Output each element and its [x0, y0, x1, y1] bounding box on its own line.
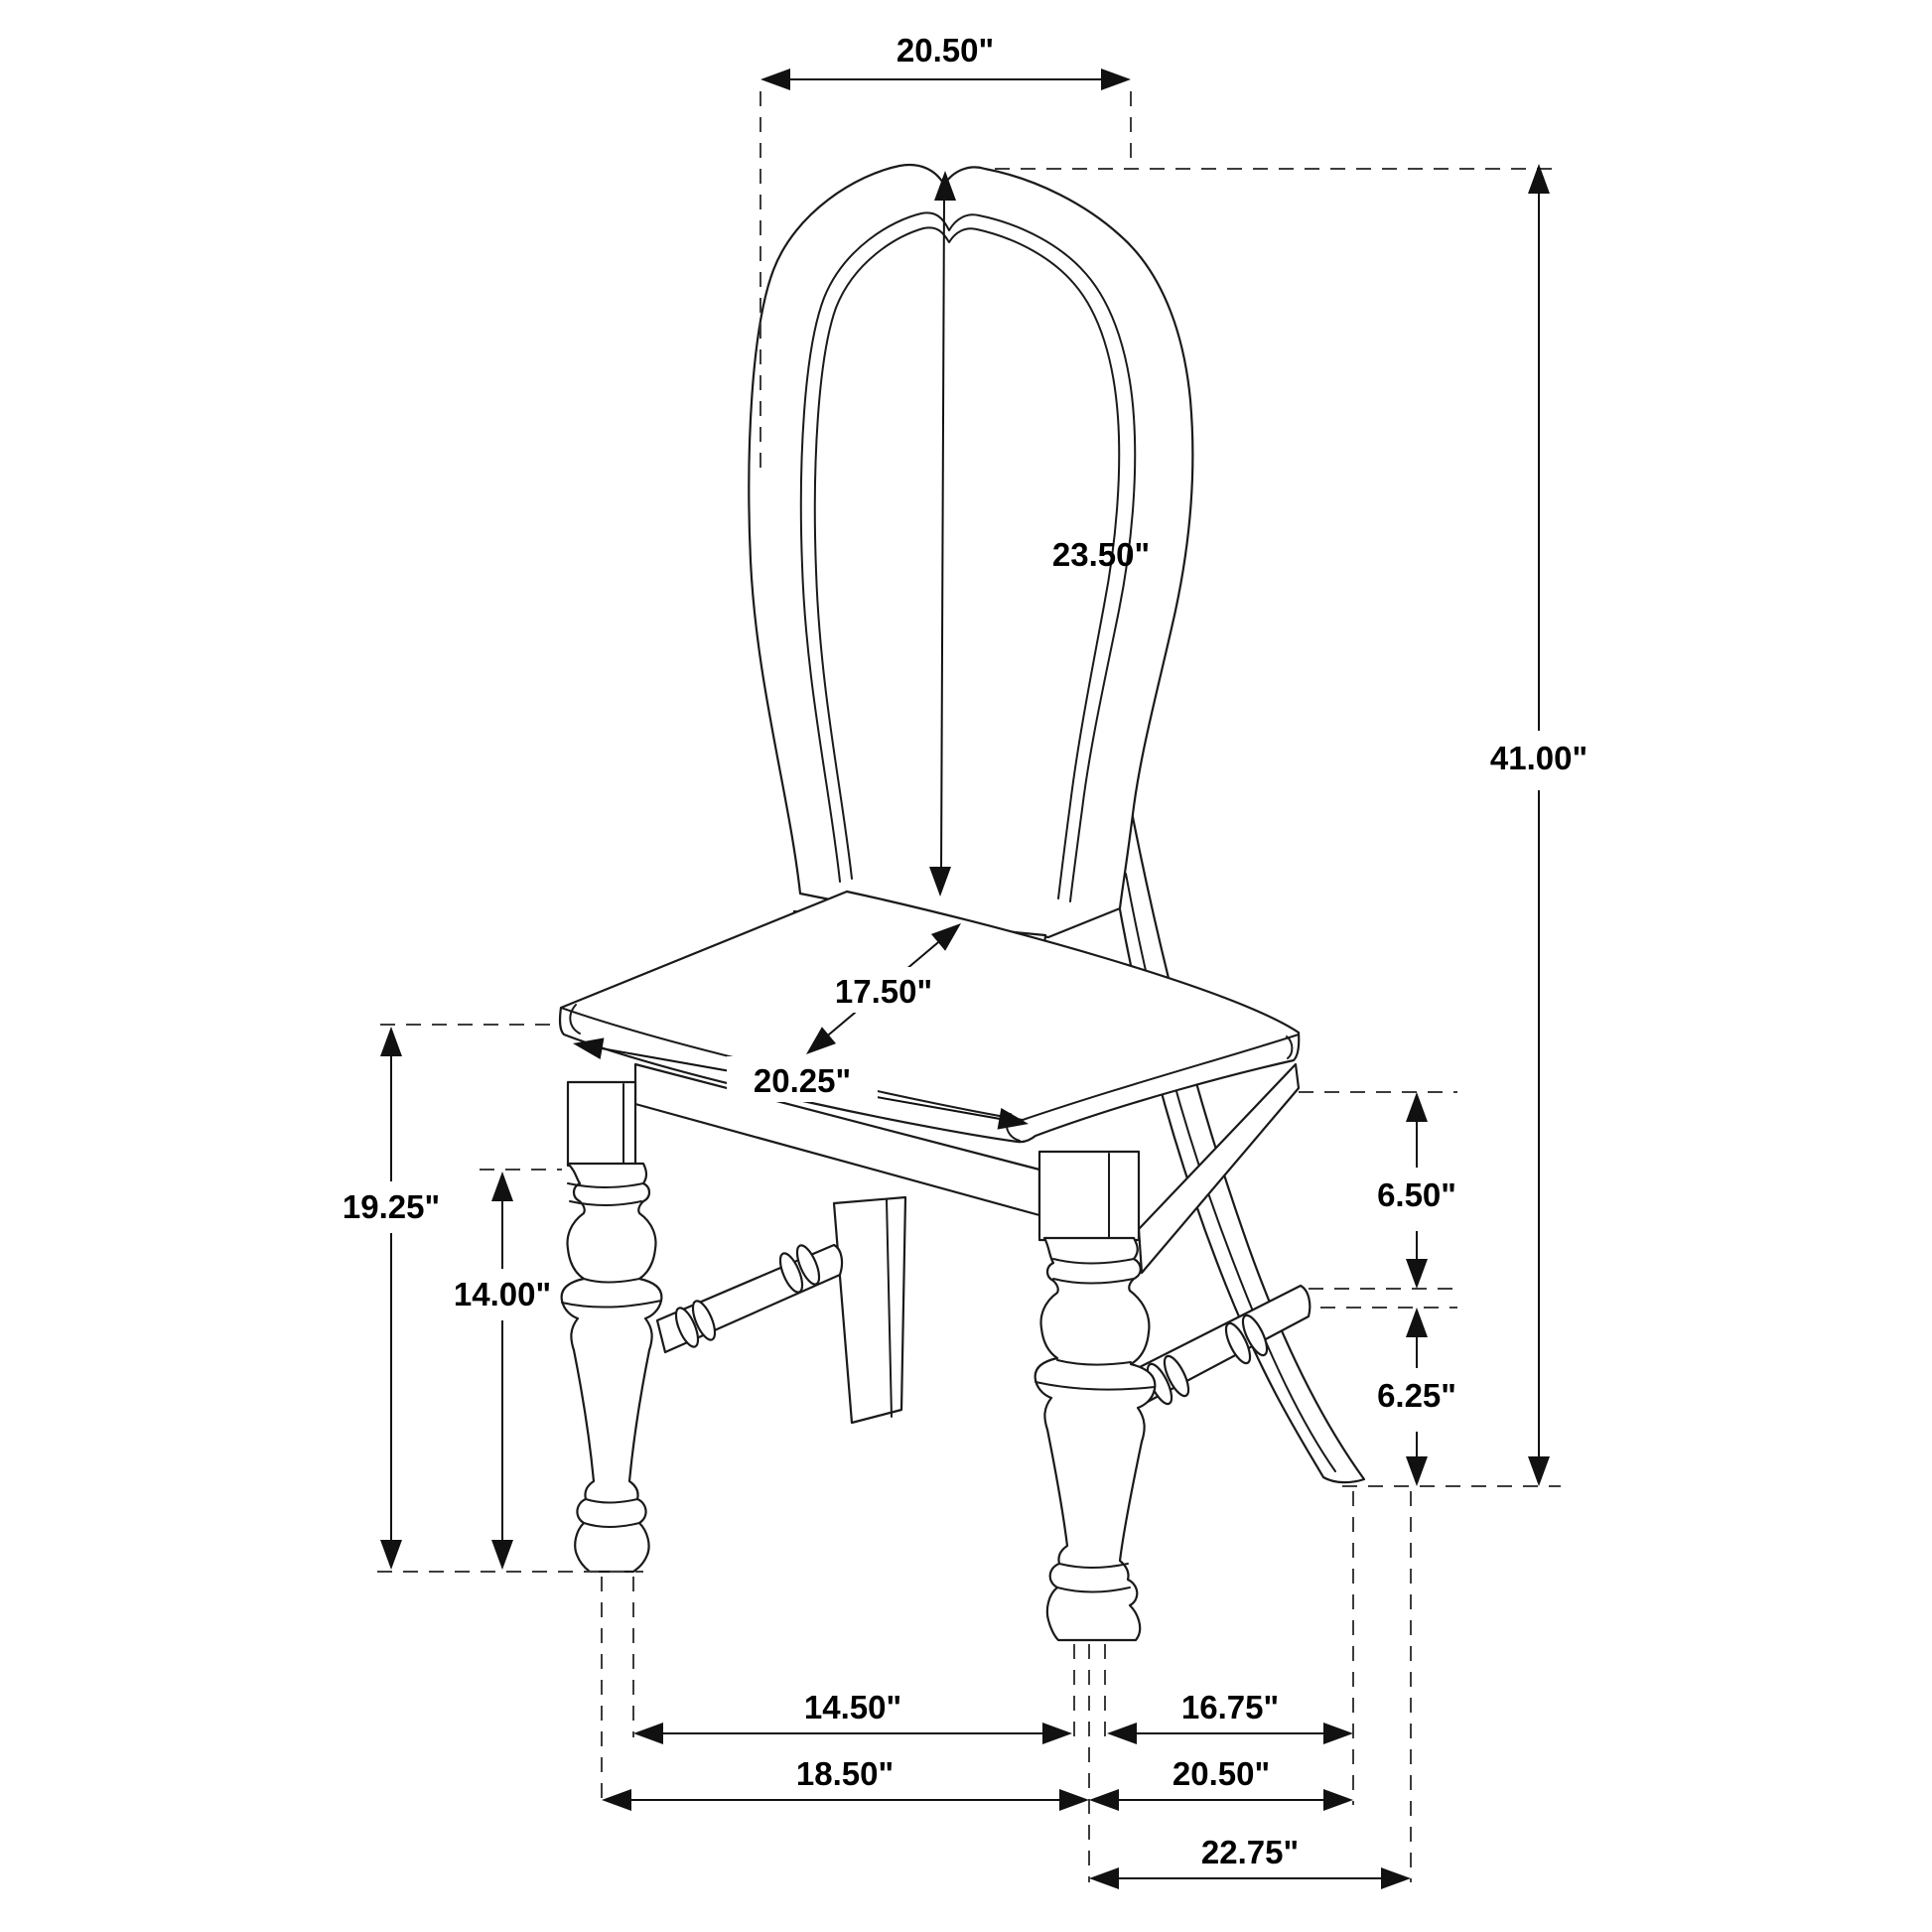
dim-label: 14.50" — [803, 1689, 902, 1725]
front-left-leg — [562, 1082, 662, 1572]
dim-label: 41.00" — [1489, 740, 1588, 776]
leg-turned — [1035, 1238, 1156, 1640]
arrowhead-right — [1101, 69, 1131, 90]
arrowhead-down — [380, 1540, 402, 1570]
arrowhead-left — [1089, 1867, 1119, 1889]
leg-block — [568, 1082, 635, 1166]
dim-front-span-inner — [633, 1689, 1072, 1744]
leg-turned — [562, 1164, 662, 1572]
dim-side-span-outer — [1089, 1834, 1411, 1889]
chair-art — [560, 165, 1364, 1640]
arrowhead-right — [1059, 1789, 1089, 1811]
dim-label: 20.50" — [1172, 1755, 1271, 1792]
dim-rail-to-stretcher — [1299, 1092, 1471, 1289]
dim-side-span-inner — [1107, 1689, 1353, 1744]
arrowhead-right — [1323, 1789, 1353, 1811]
dim-label: 19.25" — [342, 1188, 441, 1225]
arrowhead-left — [760, 69, 790, 90]
arrowhead-up — [380, 1027, 402, 1056]
dim-label: 14.00" — [453, 1276, 552, 1312]
arrowhead-up — [1406, 1092, 1428, 1122]
dim-label: 6.25" — [1377, 1377, 1456, 1414]
arrowhead-left — [1089, 1789, 1119, 1811]
arrowhead-up — [1406, 1308, 1428, 1337]
rear-left-leg — [834, 1197, 905, 1423]
floor-extension-lines — [602, 1491, 1411, 1882]
arrowhead-down — [1528, 1456, 1550, 1486]
left-stretcher — [657, 1243, 842, 1352]
arrowhead-right — [1381, 1867, 1411, 1889]
dim-side-span-mid — [1089, 1755, 1353, 1811]
dim-label: 6.50" — [1377, 1176, 1456, 1213]
dim-label: 17.50" — [834, 973, 933, 1010]
dim-label: 20.50" — [896, 32, 995, 69]
leg-block — [1039, 1152, 1139, 1240]
dim-label: 16.75" — [1180, 1689, 1280, 1725]
arrowhead-right — [1323, 1723, 1353, 1744]
arrowhead-down — [1406, 1456, 1428, 1486]
arrowhead-right — [1042, 1723, 1072, 1744]
dim-leg-height — [445, 1170, 562, 1570]
arrowhead-left — [633, 1723, 663, 1744]
arrowhead-up — [491, 1172, 513, 1201]
dim-front-span-outer — [602, 1755, 1089, 1811]
arrowhead-left — [1107, 1723, 1137, 1744]
front-right-leg — [1035, 1152, 1156, 1640]
dim-label: 18.50" — [795, 1755, 895, 1792]
arrowhead-down — [491, 1540, 513, 1570]
arrowhead-left — [602, 1789, 631, 1811]
dim-label: 23.50" — [1051, 536, 1151, 573]
dim-label: 22.75" — [1200, 1834, 1300, 1870]
arrowhead-down — [1406, 1259, 1428, 1289]
dim-label: 20.25" — [753, 1062, 852, 1099]
